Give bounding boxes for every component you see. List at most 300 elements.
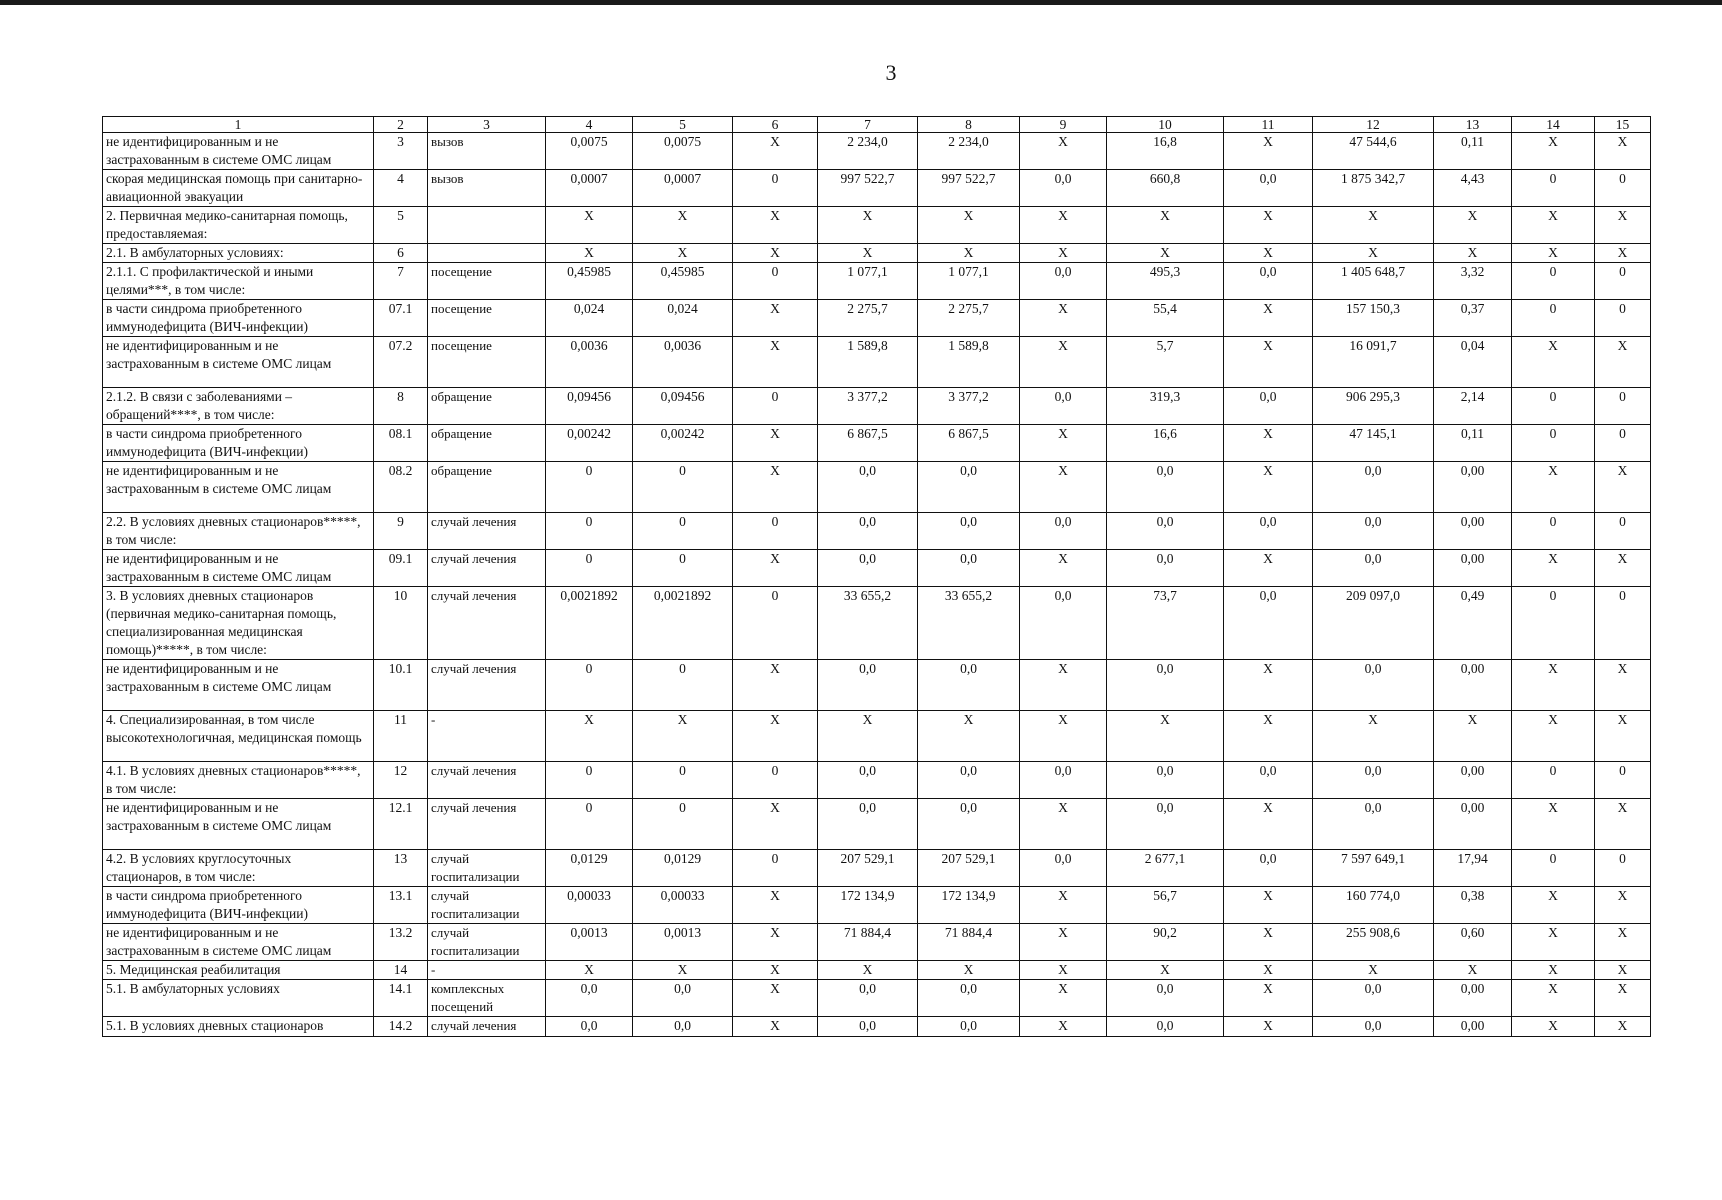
value-cell: 0 xyxy=(733,388,818,425)
table-row xyxy=(103,462,1651,513)
row-code-cell: 14 xyxy=(374,961,428,980)
value-cell: 6 867,5 xyxy=(918,425,1020,462)
value-cell: 0,0 xyxy=(1224,587,1313,660)
value-cell: 0,0036 xyxy=(633,337,733,388)
value-cell: 0,0 xyxy=(1020,762,1107,799)
value-cell: X xyxy=(1512,799,1595,850)
row-code-cell: 14.1 xyxy=(374,980,428,1017)
value-cell: 0 xyxy=(1512,300,1595,337)
value-cell: 0,0 xyxy=(633,980,733,1017)
value-cell: 0 xyxy=(546,513,633,550)
value-cell: 0 xyxy=(633,550,733,587)
value-cell: 0,45985 xyxy=(546,263,633,300)
table-row xyxy=(103,513,1651,550)
value-cell: 0,024 xyxy=(633,300,733,337)
value-cell: 0,0 xyxy=(1020,587,1107,660)
row-label-cell: 2.1.2. В связи с заболеваниями – обращений****, в том числе: xyxy=(103,388,374,425)
value-cell: 0,37 xyxy=(1434,300,1512,337)
unit-cell: вызов xyxy=(428,170,546,207)
value-cell: 0 xyxy=(1595,300,1651,337)
value-cell: 0,0 xyxy=(918,550,1020,587)
unit-cell: обращение xyxy=(428,425,546,462)
value-cell: 906 295,3 xyxy=(1313,388,1434,425)
row-code-cell: 7 xyxy=(374,263,428,300)
value-cell: X xyxy=(1224,980,1313,1017)
value-cell: 0 xyxy=(1595,263,1651,300)
value-cell: 0 xyxy=(733,587,818,660)
table-row xyxy=(103,660,1651,711)
value-cell: X xyxy=(1020,1017,1107,1037)
value-cell: 0 xyxy=(633,660,733,711)
value-cell: X xyxy=(1512,711,1595,762)
unit-cell: случай лечения xyxy=(428,762,546,799)
column-number-cell: 13 xyxy=(1434,117,1512,133)
value-cell: X xyxy=(1512,244,1595,263)
unit-cell xyxy=(428,244,546,263)
value-cell: 2 275,7 xyxy=(818,300,918,337)
value-cell: 0 xyxy=(1595,425,1651,462)
unit-cell: посещение xyxy=(428,263,546,300)
value-cell: X xyxy=(1020,711,1107,762)
value-cell: X xyxy=(1224,550,1313,587)
value-cell: X xyxy=(733,980,818,1017)
value-cell: 0,0 xyxy=(818,799,918,850)
value-cell: 0 xyxy=(1595,388,1651,425)
table-header-row xyxy=(103,117,1651,133)
value-cell: 1 589,8 xyxy=(818,337,918,388)
value-cell: 0,00242 xyxy=(633,425,733,462)
table-row xyxy=(103,762,1651,799)
value-cell: X xyxy=(1595,980,1651,1017)
unit-cell: вызов xyxy=(428,133,546,170)
unit-cell: - xyxy=(428,711,546,762)
value-cell: 0,0013 xyxy=(546,924,633,961)
column-number-cell: 6 xyxy=(733,117,818,133)
value-cell: X xyxy=(1020,244,1107,263)
row-code-cell: 12.1 xyxy=(374,799,428,850)
row-code-cell: 6 xyxy=(374,244,428,263)
value-cell: 0,0 xyxy=(1107,1017,1224,1037)
value-cell: X xyxy=(1224,961,1313,980)
value-cell: X xyxy=(1512,961,1595,980)
value-cell: 0,0 xyxy=(818,660,918,711)
table-row xyxy=(103,887,1651,924)
unit-cell: обращение xyxy=(428,388,546,425)
unit-cell: случай лечения xyxy=(428,550,546,587)
value-cell: X xyxy=(1512,887,1595,924)
unit-cell: случай лечения xyxy=(428,587,546,660)
value-cell: X xyxy=(1224,711,1313,762)
value-cell: 0,0 xyxy=(1224,762,1313,799)
value-cell: 90,2 xyxy=(1107,924,1224,961)
value-cell: 0 xyxy=(1595,850,1651,887)
value-cell: X xyxy=(1512,133,1595,170)
unit-cell: - xyxy=(428,961,546,980)
value-cell: 0,0 xyxy=(918,980,1020,1017)
value-cell: X xyxy=(1224,660,1313,711)
value-cell: 47 145,1 xyxy=(1313,425,1434,462)
row-label-cell: 5.1. В условиях дневных стационаров xyxy=(103,1017,374,1037)
value-cell: 0,00 xyxy=(1434,1017,1512,1037)
value-cell: X xyxy=(1224,244,1313,263)
unit-cell: посещение xyxy=(428,300,546,337)
value-cell: X xyxy=(1020,462,1107,513)
row-code-cell: 08.2 xyxy=(374,462,428,513)
value-cell: 172 134,9 xyxy=(818,887,918,924)
value-cell: X xyxy=(733,462,818,513)
value-cell: 0,0 xyxy=(1020,850,1107,887)
value-cell: 0,00 xyxy=(1434,513,1512,550)
value-cell: X xyxy=(1595,207,1651,244)
value-cell: 0,00 xyxy=(1434,462,1512,513)
row-label-cell: 2. Первичная медико-санитарная помощь, предоставляемая: xyxy=(103,207,374,244)
value-cell: X xyxy=(1313,961,1434,980)
table-row xyxy=(103,550,1651,587)
value-cell: X xyxy=(1434,244,1512,263)
unit-cell xyxy=(428,207,546,244)
row-code-cell: 08.1 xyxy=(374,425,428,462)
table-row xyxy=(103,337,1651,388)
value-cell: X xyxy=(1107,207,1224,244)
row-label-cell: в части синдрома приобретенного иммунодефицита (ВИЧ-инфекции) xyxy=(103,300,374,337)
value-cell: 0,0036 xyxy=(546,337,633,388)
value-cell: X xyxy=(1020,337,1107,388)
value-cell: 0,0 xyxy=(1107,799,1224,850)
value-cell: 172 134,9 xyxy=(918,887,1020,924)
table-row xyxy=(103,133,1651,170)
value-cell: X xyxy=(818,207,918,244)
row-label-cell: в части синдрома приобретенного иммунодефицита (ВИЧ-инфекции) xyxy=(103,425,374,462)
value-cell: 0,0 xyxy=(1313,980,1434,1017)
value-cell: 319,3 xyxy=(1107,388,1224,425)
value-cell: X xyxy=(546,711,633,762)
unit-cell: комплексных посещений xyxy=(428,980,546,1017)
value-cell: X xyxy=(633,244,733,263)
row-label-cell: 2.1. В амбулаторных условиях: xyxy=(103,244,374,263)
row-code-cell: 10 xyxy=(374,587,428,660)
row-label-cell: не идентифицированным и не застрахованным в системе ОМС лицам xyxy=(103,133,374,170)
table-row xyxy=(103,799,1651,850)
value-cell: X xyxy=(1224,425,1313,462)
value-cell: X xyxy=(1595,337,1651,388)
row-label-cell: 5. Медицинская реабилитация xyxy=(103,961,374,980)
row-label-cell: 4.1. В условиях дневных стационаров*****, в том числе: xyxy=(103,762,374,799)
value-cell: X xyxy=(818,244,918,263)
value-cell: 0 xyxy=(1512,762,1595,799)
row-label-cell: 2.2. В условиях дневных стационаров*****, в том числе: xyxy=(103,513,374,550)
row-label-cell: 4. Специализированная, в том числе высокотехнологичная, медицинская помощь xyxy=(103,711,374,762)
value-cell: X xyxy=(1107,961,1224,980)
value-cell: 0,00 xyxy=(1434,762,1512,799)
table-row xyxy=(103,170,1651,207)
row-label-cell: 5.1. В амбулаторных условиях xyxy=(103,980,374,1017)
value-cell: 997 522,7 xyxy=(918,170,1020,207)
value-cell: 0 xyxy=(546,799,633,850)
value-cell: X xyxy=(1595,1017,1651,1037)
value-cell: X xyxy=(633,961,733,980)
value-cell: X xyxy=(1595,711,1651,762)
value-cell: X xyxy=(1224,1017,1313,1037)
value-cell: X xyxy=(1020,980,1107,1017)
value-cell: 0 xyxy=(546,660,633,711)
value-cell: X xyxy=(818,961,918,980)
table-row xyxy=(103,300,1651,337)
value-cell: 2 234,0 xyxy=(918,133,1020,170)
value-cell: X xyxy=(733,1017,818,1037)
value-cell: X xyxy=(1434,961,1512,980)
table-row xyxy=(103,207,1651,244)
value-cell: 0 xyxy=(1595,170,1651,207)
row-label-cell: не идентифицированным и не застрахованным в системе ОМС лицам xyxy=(103,924,374,961)
value-cell: X xyxy=(1224,799,1313,850)
value-cell: 3 377,2 xyxy=(918,388,1020,425)
value-cell: X xyxy=(1512,924,1595,961)
value-cell: X xyxy=(546,244,633,263)
unit-cell: обращение xyxy=(428,462,546,513)
column-number-cell: 5 xyxy=(633,117,733,133)
value-cell: X xyxy=(1434,207,1512,244)
value-cell: 47 544,6 xyxy=(1313,133,1434,170)
value-cell: X xyxy=(1020,133,1107,170)
value-cell: 0,0 xyxy=(1224,850,1313,887)
value-cell: 0,00 xyxy=(1434,660,1512,711)
page-number: 3 xyxy=(885,60,897,85)
value-cell: 6 867,5 xyxy=(818,425,918,462)
value-cell: 0,0013 xyxy=(633,924,733,961)
value-cell: 0 xyxy=(1512,170,1595,207)
row-code-cell: 07.2 xyxy=(374,337,428,388)
value-cell: 0,0 xyxy=(918,462,1020,513)
value-cell: X xyxy=(1512,660,1595,711)
value-cell: X xyxy=(1020,550,1107,587)
value-cell: 71 884,4 xyxy=(918,924,1020,961)
value-cell: 0,0 xyxy=(1313,513,1434,550)
row-code-cell: 12 xyxy=(374,762,428,799)
table-row xyxy=(103,850,1651,887)
value-cell: 73,7 xyxy=(1107,587,1224,660)
value-cell: 0 xyxy=(1512,587,1595,660)
column-number-cell: 2 xyxy=(374,117,428,133)
value-cell: 0 xyxy=(546,550,633,587)
value-cell: 997 522,7 xyxy=(818,170,918,207)
value-cell: 0,0 xyxy=(818,762,918,799)
column-number-cell: 3 xyxy=(428,117,546,133)
value-cell: X xyxy=(1512,207,1595,244)
value-cell: X xyxy=(733,711,818,762)
table-row xyxy=(103,587,1651,660)
value-cell: 0 xyxy=(1595,762,1651,799)
column-number-cell: 10 xyxy=(1107,117,1224,133)
value-cell: 0 xyxy=(1512,850,1595,887)
value-cell: 1 875 342,7 xyxy=(1313,170,1434,207)
value-cell: X xyxy=(733,961,818,980)
value-cell: 16 091,7 xyxy=(1313,337,1434,388)
value-cell: 0,024 xyxy=(546,300,633,337)
value-cell: 1 077,1 xyxy=(918,263,1020,300)
row-label-cell: не идентифицированным и не застрахованным в системе ОМС лицам xyxy=(103,337,374,388)
value-cell: 0 xyxy=(733,850,818,887)
value-cell: X xyxy=(733,207,818,244)
value-cell: 55,4 xyxy=(1107,300,1224,337)
value-cell: 33 655,2 xyxy=(918,587,1020,660)
value-cell: X xyxy=(1020,300,1107,337)
value-cell: X xyxy=(1595,799,1651,850)
value-cell: 3 377,2 xyxy=(818,388,918,425)
value-cell: X xyxy=(1313,244,1434,263)
value-cell: 0 xyxy=(1512,425,1595,462)
table-row xyxy=(103,924,1651,961)
value-cell: 0 xyxy=(546,762,633,799)
value-cell: X xyxy=(733,133,818,170)
unit-cell: случай лечения xyxy=(428,799,546,850)
value-cell: 0,0 xyxy=(818,462,918,513)
value-cell: 0,0075 xyxy=(546,133,633,170)
column-number-cell: 4 xyxy=(546,117,633,133)
value-cell: 0,0 xyxy=(1224,388,1313,425)
value-cell: X xyxy=(918,244,1020,263)
value-cell: 207 529,1 xyxy=(918,850,1020,887)
row-code-cell: 13.1 xyxy=(374,887,428,924)
value-cell: X xyxy=(1313,207,1434,244)
value-cell: 2,14 xyxy=(1434,388,1512,425)
row-code-cell: 07.1 xyxy=(374,300,428,337)
value-cell: 0,0 xyxy=(1107,660,1224,711)
value-cell: X xyxy=(1224,337,1313,388)
unit-cell: случай лечения xyxy=(428,660,546,711)
value-cell: 0 xyxy=(633,799,733,850)
column-number-cell: 15 xyxy=(1595,117,1651,133)
value-cell: X xyxy=(546,207,633,244)
value-cell: 157 150,3 xyxy=(1313,300,1434,337)
value-cell: 2 234,0 xyxy=(818,133,918,170)
table-row xyxy=(103,711,1651,762)
value-cell: 0,45985 xyxy=(633,263,733,300)
value-cell: 0,0 xyxy=(1224,513,1313,550)
value-cell: 2 275,7 xyxy=(918,300,1020,337)
value-cell: X xyxy=(633,711,733,762)
value-cell: X xyxy=(818,711,918,762)
value-cell: 17,94 xyxy=(1434,850,1512,887)
value-cell: 0,09456 xyxy=(546,388,633,425)
value-cell: 0 xyxy=(546,462,633,513)
value-cell: 0,04 xyxy=(1434,337,1512,388)
value-cell: X xyxy=(1224,133,1313,170)
value-cell: X xyxy=(1512,462,1595,513)
value-cell: X xyxy=(1224,462,1313,513)
value-cell: X xyxy=(733,799,818,850)
value-cell: X xyxy=(918,711,1020,762)
value-cell: 0,0 xyxy=(1224,170,1313,207)
row-code-cell: 14.2 xyxy=(374,1017,428,1037)
volume-cost-table xyxy=(102,116,1651,1037)
unit-cell: случай госпитализации xyxy=(428,924,546,961)
value-cell: X xyxy=(733,550,818,587)
table-row xyxy=(103,388,1651,425)
value-cell: X xyxy=(1224,924,1313,961)
value-cell: X xyxy=(733,887,818,924)
value-cell: 0,0 xyxy=(1313,762,1434,799)
value-cell: X xyxy=(1107,711,1224,762)
row-label-cell: не идентифицированным и не застрахованным в системе ОМС лицам xyxy=(103,550,374,587)
value-cell: 0,00 xyxy=(1434,980,1512,1017)
value-cell: 0,00033 xyxy=(633,887,733,924)
value-cell: 0,0021892 xyxy=(633,587,733,660)
column-number-cell: 9 xyxy=(1020,117,1107,133)
value-cell: 0,0 xyxy=(818,1017,918,1037)
value-cell: 0 xyxy=(633,762,733,799)
value-cell: 0,0129 xyxy=(546,850,633,887)
value-cell: 0,0021892 xyxy=(546,587,633,660)
value-cell: 0,0 xyxy=(1107,762,1224,799)
value-cell: X xyxy=(1107,244,1224,263)
value-cell: 495,3 xyxy=(1107,263,1224,300)
value-cell: 0 xyxy=(733,513,818,550)
row-label-cell: 4.2. В условиях круглосуточных стационаров, в том числе: xyxy=(103,850,374,887)
value-cell: X xyxy=(733,425,818,462)
value-cell: 160 774,0 xyxy=(1313,887,1434,924)
value-cell: 0,0 xyxy=(1020,513,1107,550)
value-cell: X xyxy=(1313,711,1434,762)
value-cell: 0,0 xyxy=(546,980,633,1017)
value-cell: 3,32 xyxy=(1434,263,1512,300)
row-label-cell: не идентифицированным и не застрахованным в системе ОМС лицам xyxy=(103,462,374,513)
value-cell: 0,60 xyxy=(1434,924,1512,961)
row-label-cell: 3. В условиях дневных стационаров (первичная медико-санитарная помощь, специализированная медицинская помощь)*****, в том числе: xyxy=(103,587,374,660)
value-cell: 0,00 xyxy=(1434,799,1512,850)
value-cell: X xyxy=(1020,799,1107,850)
unit-cell: случай лечения xyxy=(428,1017,546,1037)
value-cell: 0,0 xyxy=(918,660,1020,711)
value-cell: 0,00 xyxy=(1434,550,1512,587)
value-cell: X xyxy=(546,961,633,980)
value-cell: X xyxy=(633,207,733,244)
table-row xyxy=(103,1017,1651,1037)
value-cell: 56,7 xyxy=(1107,887,1224,924)
value-cell: X xyxy=(1512,337,1595,388)
value-cell: X xyxy=(733,244,818,263)
value-cell: X xyxy=(1595,133,1651,170)
value-cell: X xyxy=(1020,924,1107,961)
value-cell: 0,0 xyxy=(818,550,918,587)
value-cell: 0,0 xyxy=(546,1017,633,1037)
row-code-cell: 9 xyxy=(374,513,428,550)
row-code-cell: 09.1 xyxy=(374,550,428,587)
value-cell: 0,0129 xyxy=(633,850,733,887)
row-code-cell: 13.2 xyxy=(374,924,428,961)
value-cell: 4,43 xyxy=(1434,170,1512,207)
value-cell: 0 xyxy=(733,762,818,799)
value-cell: 0,11 xyxy=(1434,425,1512,462)
value-cell: X xyxy=(918,961,1020,980)
row-code-cell: 4 xyxy=(374,170,428,207)
value-cell: 0,0 xyxy=(918,1017,1020,1037)
value-cell: 0 xyxy=(1595,587,1651,660)
value-cell: 0,0 xyxy=(1313,660,1434,711)
value-cell: X xyxy=(1595,660,1651,711)
value-cell: X xyxy=(1020,425,1107,462)
value-cell: X xyxy=(1512,550,1595,587)
column-number-cell: 14 xyxy=(1512,117,1595,133)
unit-cell: случай лечения xyxy=(428,513,546,550)
value-cell: 2 677,1 xyxy=(1107,850,1224,887)
value-cell: 0 xyxy=(1512,513,1595,550)
value-cell: 0,09456 xyxy=(633,388,733,425)
value-cell: 7 597 649,1 xyxy=(1313,850,1434,887)
value-cell: 16,8 xyxy=(1107,133,1224,170)
value-cell: X xyxy=(1020,207,1107,244)
value-cell: X xyxy=(1020,660,1107,711)
value-cell: 0 xyxy=(1512,388,1595,425)
